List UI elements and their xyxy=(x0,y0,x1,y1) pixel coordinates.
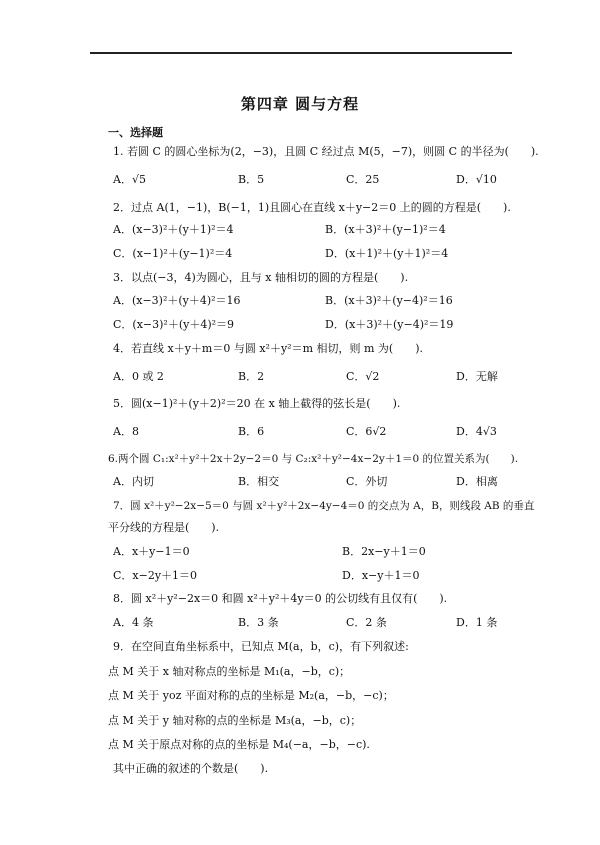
q1-option-d: D．√10 xyxy=(456,173,497,186)
q8-option-b: B．3 条 xyxy=(238,616,279,629)
q4-option-b: B．2 xyxy=(238,370,265,383)
q5-option-d: D．4√3 xyxy=(456,425,497,438)
q2-option-c: C．(x−1)²＋(y−1)²＝4 xyxy=(113,247,233,260)
question-7-stem-line1: 7．圆 x²＋y²−2x−5＝0 与圆 x²＋y²＋2x−4y−4＝0 的交点为 A，B，则线段 AB 的垂直 xyxy=(113,500,535,512)
question-8-stem: 8．圆 x²＋y²−2x＝0 和圆 x²＋y²＋4y＝0 的公切线有且仅有( ). xyxy=(113,592,448,605)
q3-option-d: D．(x＋3)²＋(y−4)²＝19 xyxy=(325,318,454,331)
q9-ending: 其中正确的叙述的个数是( ). xyxy=(113,762,269,775)
question-6-stem: 6.两个圆 C₁:x²＋y²＋2x＋2y−2＝0 与 C₂:x²＋y²−4x−2y＋1＝0 的位置关系为( ). xyxy=(108,453,519,465)
q4-option-d: D．无解 xyxy=(456,370,498,383)
q8-option-a: A．4 条 xyxy=(113,616,154,629)
question-2-stem: 2．过点 A(1，−1)，B(−1，1)且圆心在直线 x＋y−2＝0 上的圆的方程是( ). xyxy=(113,201,511,214)
q5-option-a: A．8 xyxy=(113,425,139,438)
q5-option-c: C．6√2 xyxy=(346,425,387,438)
section-heading: 一、选择题 xyxy=(108,126,163,139)
q4-option-c: C．√2 xyxy=(346,370,380,383)
q1-option-a: A．√5 xyxy=(113,173,146,186)
q9-statement-1: 点 M 关于 x 轴对称点的坐标是 M₁(a，−b，c)； xyxy=(108,665,351,678)
q3-option-b: B．(x＋3)²＋(y−4)²＝16 xyxy=(325,294,453,307)
q2-option-d: D．(x＋1)²＋(y＋1)²＝4 xyxy=(325,247,449,260)
page-title: 第四章 圆与方程 xyxy=(240,95,360,113)
q5-option-b: B．6 xyxy=(238,425,265,438)
q8-option-d: D．1 条 xyxy=(456,616,498,629)
q7-option-c: C．x−2y＋1＝0 xyxy=(113,569,198,582)
q1-option-b: B．5 xyxy=(238,173,265,186)
q8-option-c: C．2 条 xyxy=(346,616,387,629)
q6-option-a: A．内切 xyxy=(113,475,154,488)
q9-statement-4: 点 M 关于原点对称的点的坐标是 M₄(−a，−b，−c). xyxy=(108,738,370,751)
q7-option-b: B．2x−y＋1＝0 xyxy=(342,545,426,558)
q7-option-a: A．x＋y−1＝0 xyxy=(113,545,190,558)
q1-option-c: C．25 xyxy=(346,173,380,186)
q6-option-b: B．相交 xyxy=(238,475,280,488)
question-4-stem: 4．若直线 x＋y＋m＝0 与圆 x²＋y²＝m 相切，则 m 为( ). xyxy=(113,342,424,355)
q9-statement-2: 点 M 关于 yoz 平面对称的点的坐标是 M₂(a，−b，−c)； xyxy=(108,689,394,702)
header-rule xyxy=(90,52,512,54)
q6-option-c: C．外切 xyxy=(346,475,388,488)
q2-option-b: B．(x＋3)²＋(y−1)²＝4 xyxy=(325,223,446,236)
question-9-stem: 9．在空间直角坐标系中，已知点 M(a，b，c)，有下列叙述: xyxy=(113,640,409,653)
question-3-stem: 3．以点(−3，4)为圆心，且与 x 轴相切的圆的方程是( ). xyxy=(113,271,409,284)
question-7-stem-line2: 平分线的方程是( ). xyxy=(108,521,220,534)
question-5-stem: 5．圆(x−1)²＋(y＋2)²＝20 在 x 轴上截得的弦长是( ). xyxy=(113,397,401,410)
question-1-stem: 1. 若圆 C 的圆心坐标为(2，−3)，且圆 C 经过点 M(5，−7)，则圆 C 的半径为( ). xyxy=(113,145,539,158)
q9-statement-3: 点 M 关于 y 轴对称的点的坐标是 M₃(a，−b，c)； xyxy=(108,714,362,727)
q7-option-d: D．x−y＋1＝0 xyxy=(342,569,420,582)
q2-option-a: A．(x−3)²＋(y＋1)²＝4 xyxy=(113,223,234,236)
q3-option-c: C．(x−3)²＋(y＋4)²＝9 xyxy=(113,318,235,331)
q6-option-d: D．相离 xyxy=(456,475,498,488)
q3-option-a: A．(x−3)²＋(y＋4)²＝16 xyxy=(113,294,241,307)
q4-option-a: A．0 或 2 xyxy=(113,370,164,383)
